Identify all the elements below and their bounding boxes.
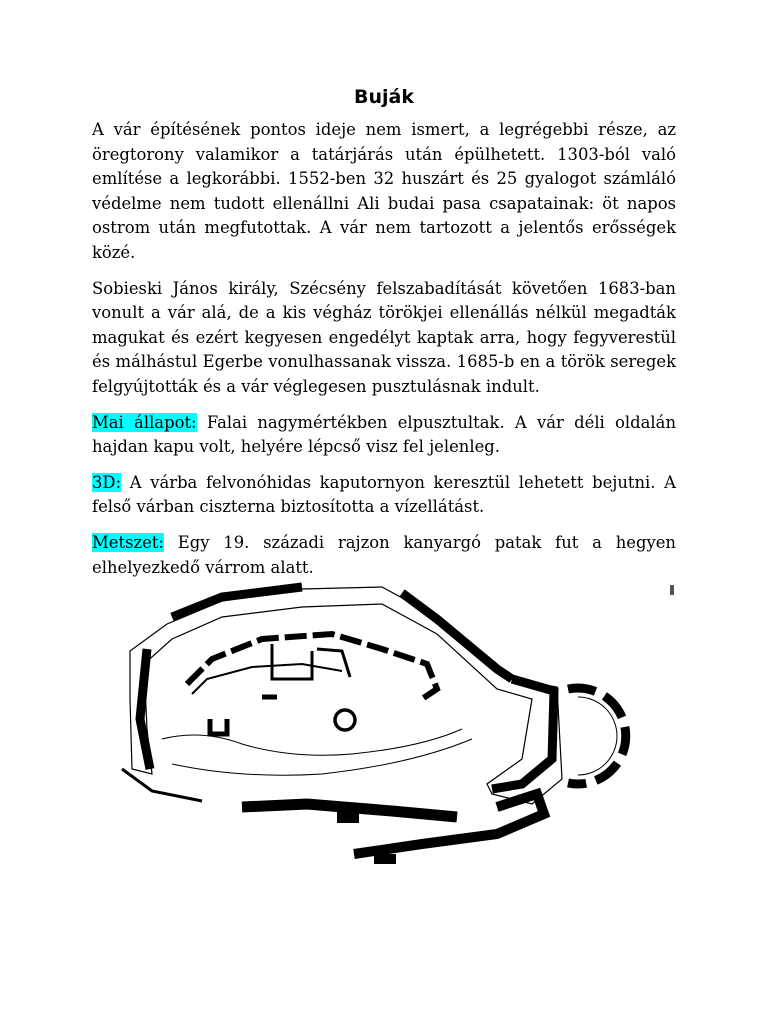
castle-floor-plan-icon [92, 579, 676, 892]
paragraph-history [92, 118, 676, 266]
paragraph-text: Sobieski János király, Szécsény felszabadítását követően 1683-ban vonult a vár alá, de a kis végház törökjei ellenállás nélkül megadták magukat és ezért kegyesen engedélyt kaptak arra, hogy fegyverestül és málhástul Egerbe vonulhassanak vissza. 1685-b en a török seregek felgyújtották és a vár véglegesen pusztulásnak indult. [92, 278, 676, 396]
paragraph-sobieski [92, 277, 676, 400]
paragraph-text: A várba felvonóhidas kaputornyon keresztül lehetett bejutni. A felső várban ciszterna biztosította a vízellátást. [92, 472, 676, 517]
highlighted-label: Metszet: [92, 532, 164, 552]
paragraph-text: A vár építésének pontos ideje nem ismert, a legrégebbi része, az öregtorony valamikor a tatárjárás után épülhetett. 1303-ból való említése a legkorábbi. 1552-ben 32 huszárt és 25 gyalogot számláló védelme nem tudott ellenállni Ali budai pasa csapatainak: öt napos ostrom után megfutottak. A vár nem tartozott a jelentős erősségek közé. [92, 120, 676, 262]
paragraph-engraving [92, 531, 676, 580]
highlighted-label: Mai állapot: [92, 412, 197, 432]
castle-floor-plan-figure [92, 579, 676, 892]
paragraph-current-state [92, 411, 676, 460]
highlighted-label: 3D: [92, 472, 122, 492]
paragraph-text: Falai nagymértékben elpusztultak. A vár déli oldalán hajdan kapu volt, helyére lépcső visz fel jelenleg. [92, 412, 676, 457]
page-title: Buják [354, 86, 414, 108]
paragraph-3d [92, 471, 676, 520]
document-page [92, 84, 676, 591]
paragraph-text: Egy 19. századi rajzon kanyargó patak fut a hegyen elhelyezkedő várrom alatt. [92, 532, 676, 577]
